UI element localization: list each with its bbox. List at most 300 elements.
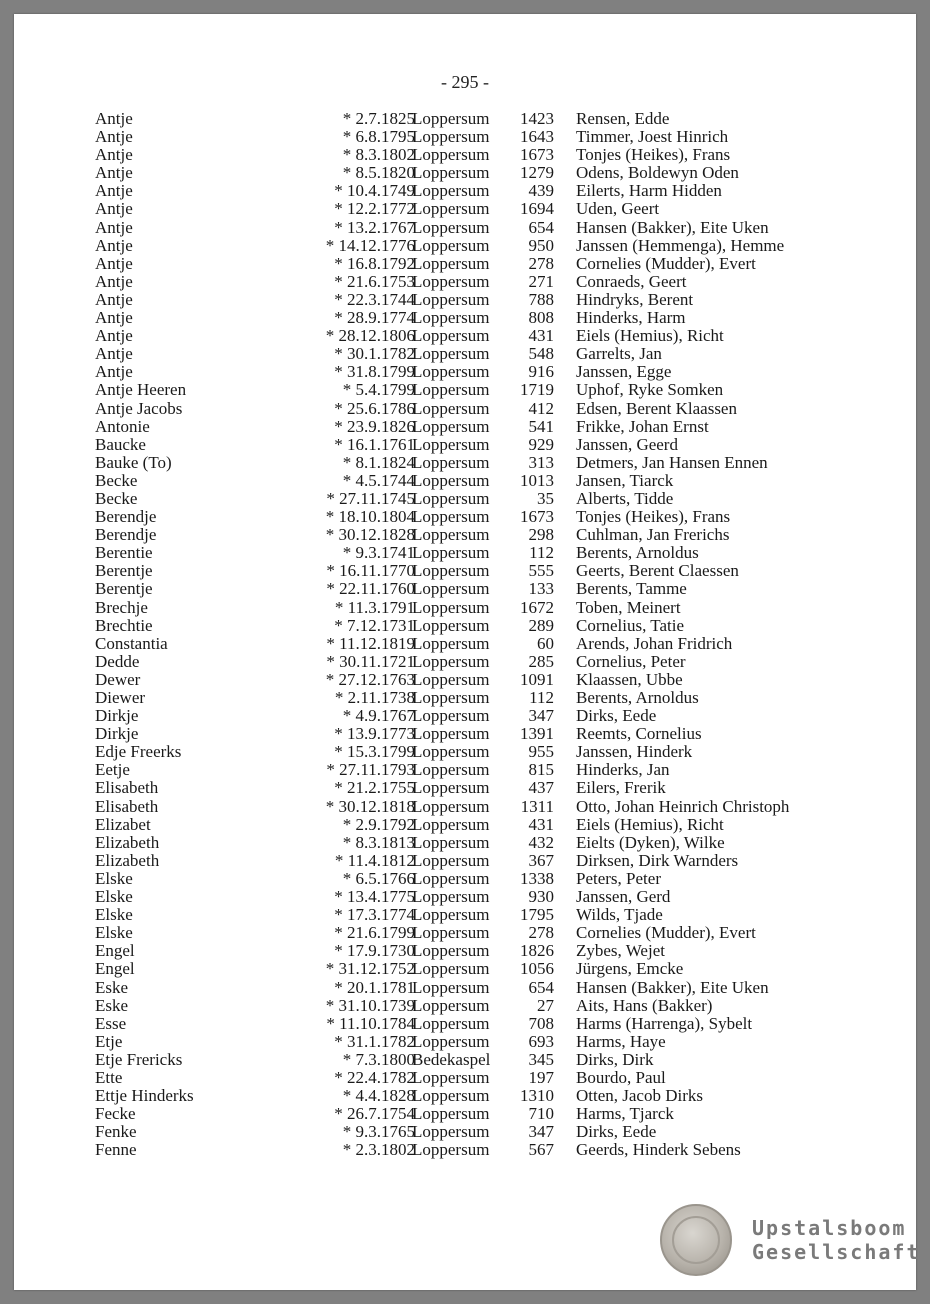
family-number: 1056 — [520, 959, 554, 979]
register-row — [0, 237, 930, 255]
birth-date: * 21.6.1799 — [334, 923, 415, 943]
family-number: 285 — [528, 651, 554, 671]
name: Edje Freerks — [95, 742, 182, 762]
register-row — [0, 870, 930, 888]
family-number: 1795 — [520, 905, 554, 925]
register-row — [0, 689, 930, 707]
parent-reference: Hinderks, Harm — [576, 308, 686, 328]
birth-place: Loppersum — [412, 579, 490, 599]
birth-date: * 30.11.1721 — [326, 651, 415, 671]
birth-date: * 11.10.1784 — [326, 1013, 415, 1033]
birth-date: * 22.3.1744 — [334, 289, 415, 309]
name: Elisabeth — [95, 796, 159, 816]
register-row — [0, 291, 930, 309]
register-row — [0, 110, 930, 128]
name: Antje — [95, 344, 133, 364]
birth-date: * 5.4.1799 — [342, 380, 415, 400]
register-row — [0, 327, 930, 345]
name: Antje — [95, 163, 133, 183]
family-number: 1310 — [520, 1086, 554, 1106]
register-list — [0, 110, 930, 1159]
birth-place: Loppersum — [412, 1067, 490, 1087]
register-row — [0, 997, 930, 1015]
name: Elizabeth — [95, 832, 160, 852]
birth-place: Loppersum — [412, 850, 490, 870]
name: Becke — [95, 488, 138, 508]
family-number: 347 — [528, 1122, 554, 1142]
parent-reference: Uphof, Ryke Somken — [576, 380, 724, 400]
register-row — [0, 798, 930, 816]
name: Elske — [95, 868, 133, 888]
name: Fecke — [95, 1104, 136, 1124]
parent-reference: Bourdo, Paul — [576, 1067, 666, 1087]
parent-reference: Janssen, Egge — [576, 362, 672, 382]
register-row — [0, 743, 930, 761]
birth-date: * 8.1.1824 — [342, 452, 415, 472]
parent-reference: Wilds, Tjade — [576, 905, 663, 925]
register-row — [0, 508, 930, 526]
birth-date: * 22.4.1782 — [334, 1067, 415, 1087]
name: Antje — [95, 271, 133, 291]
parent-reference: Eilers, Frerik — [576, 778, 666, 798]
name: Antje — [95, 289, 133, 309]
name: Antje — [95, 235, 133, 255]
parent-reference: Harms, Tjarck — [576, 1104, 674, 1124]
name: Dirkje — [95, 724, 139, 744]
birth-place: Loppersum — [412, 344, 490, 364]
parent-reference: Janssen, Hinderk — [576, 742, 693, 762]
birth-place: Loppersum — [412, 470, 490, 490]
register-row — [0, 617, 930, 635]
family-number: 439 — [528, 181, 554, 201]
name: Elske — [95, 887, 133, 907]
parent-reference: Eiels (Hemius), Richt — [576, 326, 724, 346]
register-row — [0, 979, 930, 997]
parent-reference: Arends, Johan Fridrich — [576, 633, 733, 653]
parent-reference: Janssen, Gerd — [576, 887, 671, 907]
birth-place: Loppersum — [412, 724, 490, 744]
parent-reference: Cornelius, Tatie — [576, 615, 685, 635]
register-row — [0, 219, 930, 237]
birth-place: Loppersum — [412, 289, 490, 309]
family-number: 929 — [528, 434, 554, 454]
register-row — [0, 544, 930, 562]
birth-date: * 6.8.1795 — [342, 127, 415, 147]
birth-place: Loppersum — [412, 271, 490, 291]
name: Diewer — [95, 688, 146, 707]
birth-date: * 16.11.1770 — [326, 561, 415, 581]
family-number: 432 — [528, 832, 554, 852]
birth-date: * 18.10.1804 — [325, 507, 415, 527]
name: Baucke — [95, 434, 146, 454]
name: Eske — [95, 995, 129, 1015]
birth-place: Bedekaspel — [412, 1049, 491, 1069]
parent-reference: Hansen (Bakker), Eite Uken — [576, 977, 769, 997]
parent-reference: Hinderks, Jan — [576, 760, 670, 780]
family-number: 347 — [528, 706, 554, 726]
birth-date: * 8.3.1813 — [342, 832, 415, 852]
publisher-logo — [660, 1200, 921, 1280]
register-row — [0, 1087, 930, 1105]
family-number: 815 — [528, 760, 554, 780]
birth-place: Loppersum — [412, 398, 490, 418]
birth-date: * 12.2.1772 — [334, 199, 415, 219]
family-number: 298 — [528, 525, 554, 545]
birth-date: * 30.1.1782 — [334, 344, 415, 364]
birth-place: Loppersum — [412, 633, 490, 653]
logo-text — [752, 1216, 921, 1264]
parent-reference: Edsen, Berent Klaassen — [576, 398, 737, 418]
name: Antje — [95, 362, 133, 382]
name: Etje Frericks — [95, 1049, 183, 1069]
parent-reference: Aits, Hans (Bakker) — [576, 995, 713, 1015]
parent-reference: Dirks, Eede — [576, 1122, 657, 1142]
register-row — [0, 490, 930, 508]
page-number: - 295 - — [441, 72, 489, 92]
family-number: 1311 — [520, 796, 554, 816]
seal-icon — [660, 1204, 732, 1276]
family-number: 112 — [529, 688, 554, 707]
birth-date: * 27.11.1745 — [326, 488, 415, 508]
name: Antje — [95, 109, 133, 128]
family-number: 278 — [528, 253, 554, 273]
birth-date: * 25.6.1786 — [334, 398, 415, 418]
family-number: 1423 — [520, 109, 554, 128]
birth-place: Loppersum — [412, 832, 490, 852]
register-row — [0, 599, 930, 617]
family-number: 1673 — [520, 145, 554, 165]
family-number: 367 — [528, 850, 554, 870]
parent-reference: Tonjes (Heikes), Frans — [576, 145, 731, 165]
birth-place: Loppersum — [412, 452, 490, 472]
birth-date: * 16.8.1792 — [334, 253, 415, 273]
birth-date: * 16.1.1761 — [334, 434, 415, 454]
name: Dirkje — [95, 706, 139, 726]
birth-date: * 13.2.1767 — [334, 217, 415, 237]
name: Berentje — [95, 561, 153, 581]
family-number: 930 — [528, 887, 554, 907]
register-row — [0, 1105, 930, 1123]
birth-date: * 30.12.1818 — [325, 796, 415, 816]
birth-place: Loppersum — [412, 796, 490, 816]
birth-date: * 6.5.1766 — [342, 868, 415, 888]
birth-date: * 21.6.1753 — [334, 271, 415, 291]
birth-place: Loppersum — [412, 326, 490, 346]
register-row — [0, 707, 930, 725]
birth-date: * 31.10.1739 — [325, 995, 415, 1015]
birth-date: * 13.4.1775 — [334, 887, 415, 907]
register-row — [0, 454, 930, 472]
name: Berentie — [95, 543, 153, 563]
birth-date: * 8.5.1820 — [342, 163, 415, 183]
birth-place: Loppersum — [412, 977, 490, 997]
birth-place: Loppersum — [412, 308, 490, 328]
birth-date: * 31.1.1782 — [334, 1031, 415, 1051]
parent-reference: Jürgens, Emcke — [576, 959, 684, 979]
parent-reference: Tonjes (Heikes), Frans — [576, 507, 731, 527]
birth-place: Loppersum — [412, 416, 490, 436]
parent-reference: Janssen (Hemmenga), Hemme — [576, 235, 785, 255]
birth-date: * 31.12.1752 — [325, 959, 415, 979]
birth-date: * 17.3.1774 — [334, 905, 415, 925]
birth-place: Loppersum — [412, 651, 490, 671]
name: Elske — [95, 905, 133, 925]
birth-place: Loppersum — [412, 199, 490, 219]
birth-place: Loppersum — [412, 688, 490, 707]
family-number: 197 — [528, 1067, 554, 1087]
birth-date: * 28.9.1774 — [334, 308, 415, 328]
birth-date: * 20.1.1781 — [334, 977, 415, 997]
birth-place: Loppersum — [412, 706, 490, 726]
birth-place: Loppersum — [412, 235, 490, 255]
register-row — [0, 1015, 930, 1033]
name: Ettje Hinderks — [95, 1086, 194, 1106]
family-number: 133 — [528, 579, 554, 599]
family-number: 654 — [528, 217, 554, 237]
register-row — [0, 942, 930, 960]
birth-place: Loppersum — [412, 1104, 490, 1124]
register-row — [0, 1069, 930, 1087]
birth-date: * 30.12.1828 — [325, 525, 415, 545]
parent-reference: Timmer, Joest Hinrich — [576, 127, 729, 147]
birth-place: Loppersum — [412, 995, 490, 1015]
name: Antje Jacobs — [95, 398, 183, 418]
birth-place: Loppersum — [412, 615, 490, 635]
family-number: 60 — [537, 633, 554, 653]
name: Brechtie — [95, 615, 153, 635]
family-number: 437 — [528, 778, 554, 798]
family-number: 1826 — [520, 941, 554, 961]
name: Fenke — [95, 1122, 137, 1142]
register-row — [0, 146, 930, 164]
birth-date: * 7.12.1731 — [334, 615, 415, 635]
family-number: 1279 — [520, 163, 554, 183]
birth-date: * 11.4.1812 — [334, 850, 415, 870]
parent-reference: Alberts, Tidde — [576, 488, 674, 508]
family-number: 1643 — [520, 127, 554, 147]
register-row — [0, 309, 930, 327]
register-row — [0, 924, 930, 942]
birth-date: * 13.9.1773 — [334, 724, 415, 744]
family-number: 431 — [528, 814, 554, 834]
logo-line-2: Gesellschaft — [752, 1240, 921, 1264]
name: Esse — [95, 1013, 127, 1033]
family-number: 313 — [528, 452, 554, 472]
name: Antonie — [95, 416, 150, 436]
family-number: 289 — [528, 615, 554, 635]
birth-date: * 8.3.1802 — [342, 145, 415, 165]
parent-reference: Uden, Geert — [576, 199, 660, 219]
birth-place: Loppersum — [412, 253, 490, 273]
family-number: 808 — [528, 308, 554, 328]
birth-place: Loppersum — [412, 868, 490, 888]
birth-place: Loppersum — [412, 181, 490, 201]
register-row — [0, 200, 930, 218]
name: Antje — [95, 199, 133, 219]
register-row — [0, 906, 930, 924]
parent-reference: Klaassen, Ubbe — [576, 669, 683, 689]
name: Engel — [95, 959, 135, 979]
birth-place: Loppersum — [412, 1086, 490, 1106]
register-row — [0, 436, 930, 454]
birth-place: Loppersum — [412, 1013, 490, 1033]
birth-date: * 14.12.1776 — [325, 235, 415, 255]
name: Eske — [95, 977, 129, 997]
name: Constantia — [95, 633, 168, 653]
name: Berendje — [95, 525, 157, 545]
name: Becke — [95, 470, 138, 490]
register-row — [0, 580, 930, 598]
birth-place: Loppersum — [412, 507, 490, 527]
birth-date: * 10.4.1749 — [334, 181, 415, 201]
birth-place: Loppersum — [412, 887, 490, 907]
family-number: 555 — [528, 561, 554, 581]
register-row — [0, 635, 930, 653]
parent-reference: Dirksen, Dirk Warnders — [576, 850, 739, 870]
birth-place: Loppersum — [412, 941, 490, 961]
parent-reference: Berents, Arnoldus — [576, 688, 699, 707]
parent-reference: Dirks, Eede — [576, 706, 657, 726]
parent-reference: Cornelius, Peter — [576, 651, 686, 671]
family-number: 541 — [528, 416, 554, 436]
name: Elske — [95, 923, 133, 943]
parent-reference: Reemts, Cornelius — [576, 724, 702, 744]
birth-date: * 4.4.1828 — [342, 1086, 415, 1106]
family-number: 788 — [528, 289, 554, 309]
parent-reference: Detmers, Jan Hansen Ennen — [576, 452, 768, 472]
register-row — [0, 816, 930, 834]
family-number: 1673 — [520, 507, 554, 527]
birth-date: * 9.3.1765 — [342, 1122, 415, 1142]
birth-date: * 15.3.1799 — [334, 742, 415, 762]
register-row — [0, 562, 930, 580]
name: Fenne — [95, 1140, 137, 1160]
name: Antje Heeren — [95, 380, 187, 400]
register-row — [0, 526, 930, 544]
birth-date: * 2.11.1738 — [334, 688, 415, 707]
parent-reference: Rensen, Edde — [576, 109, 670, 128]
name: Antje — [95, 326, 133, 346]
family-number: 412 — [528, 398, 554, 418]
family-number: 431 — [528, 326, 554, 346]
register-row — [0, 653, 930, 671]
register-row — [0, 363, 930, 381]
register-row — [0, 779, 930, 797]
register-row — [0, 1141, 930, 1159]
parent-reference: Otten, Jacob Dirks — [576, 1086, 704, 1106]
birth-date: * 23.9.1826 — [334, 416, 415, 436]
register-row — [0, 164, 930, 182]
birth-place: Loppersum — [412, 561, 490, 581]
birth-date: * 17.9.1730 — [334, 941, 415, 961]
parent-reference: Harms, Haye — [576, 1031, 666, 1051]
birth-place: Loppersum — [412, 163, 490, 183]
birth-date: * 2.9.1792 — [342, 814, 415, 834]
birth-date: * 26.7.1754 — [334, 1104, 415, 1124]
birth-place: Loppersum — [412, 1140, 490, 1160]
register-row — [0, 834, 930, 852]
logo-line-1: Upstalsboom — [752, 1216, 907, 1240]
parent-reference: Otto, Johan Heinrich Christoph — [576, 796, 790, 816]
family-number: 916 — [528, 362, 554, 382]
birth-date: * 4.5.1744 — [342, 470, 415, 490]
family-number: 710 — [528, 1104, 554, 1124]
register-row — [0, 255, 930, 273]
name: Etje — [95, 1031, 123, 1051]
birth-place: Loppersum — [412, 1031, 490, 1051]
family-number: 112 — [529, 543, 554, 563]
parent-reference: Berents, Tamme — [576, 579, 687, 599]
family-number: 271 — [528, 271, 554, 291]
parent-reference: Geerds, Hinderk Sebens — [576, 1140, 741, 1160]
birth-place: Loppersum — [412, 597, 490, 617]
family-number: 548 — [528, 344, 554, 364]
register-row — [0, 960, 930, 978]
parent-reference: Janssen, Geerd — [576, 434, 678, 454]
parent-reference: Zybes, Wejet — [576, 941, 665, 961]
birth-date: * 9.3.1741 — [342, 543, 415, 563]
parent-reference: Cornelies (Mudder), Evert — [576, 253, 756, 273]
parent-reference: Hindryks, Berent — [576, 289, 694, 309]
family-number: 278 — [528, 923, 554, 943]
family-number: 693 — [528, 1031, 554, 1051]
family-number: 345 — [528, 1049, 554, 1069]
family-number: 654 — [528, 977, 554, 997]
register-row — [0, 128, 930, 146]
birth-place: Loppersum — [412, 669, 490, 689]
family-number: 1013 — [520, 470, 554, 490]
family-number: 955 — [528, 742, 554, 762]
name: Antje — [95, 181, 133, 201]
register-row — [0, 400, 930, 418]
birth-place: Loppersum — [412, 905, 490, 925]
register-row — [0, 1123, 930, 1141]
parent-reference: Eilerts, Harm Hidden — [576, 181, 722, 201]
parent-reference: Dirks, Dirk — [576, 1049, 654, 1069]
name: Dedde — [95, 651, 140, 671]
parent-reference: Eielts (Dyken), Wilke — [576, 832, 725, 852]
birth-place: Loppersum — [412, 742, 490, 762]
name: Berendje — [95, 507, 157, 527]
birth-place: Loppersum — [412, 525, 490, 545]
parent-reference: Hansen (Bakker), Eite Uken — [576, 217, 769, 237]
birth-date: * 7.3.1800 — [342, 1049, 415, 1069]
birth-date: * 28.12.1806 — [325, 326, 415, 346]
name: Antje — [95, 308, 133, 328]
parent-reference: Toben, Meinert — [576, 597, 681, 617]
register-row — [0, 472, 930, 490]
birth-place: Loppersum — [412, 434, 490, 454]
register-row — [0, 418, 930, 436]
parent-reference: Cuhlman, Jan Frerichs — [576, 525, 730, 545]
name: Ette — [95, 1067, 123, 1087]
parent-reference: Cornelies (Mudder), Evert — [576, 923, 756, 943]
birth-place: Loppersum — [412, 778, 490, 798]
family-number: 27 — [537, 995, 554, 1015]
birth-date: * 11.3.1791 — [334, 597, 415, 617]
birth-place: Loppersum — [412, 217, 490, 237]
name: Antje — [95, 127, 133, 147]
birth-date: * 11.12.1819 — [326, 633, 415, 653]
birth-place: Loppersum — [412, 488, 490, 508]
register-row — [0, 345, 930, 363]
birth-date: * 2.3.1802 — [342, 1140, 415, 1160]
birth-place: Loppersum — [412, 543, 490, 563]
birth-date: * 21.2.1755 — [334, 778, 415, 798]
birth-place: Loppersum — [412, 109, 490, 128]
register-row — [0, 761, 930, 779]
birth-date: * 4.9.1767 — [342, 706, 415, 726]
